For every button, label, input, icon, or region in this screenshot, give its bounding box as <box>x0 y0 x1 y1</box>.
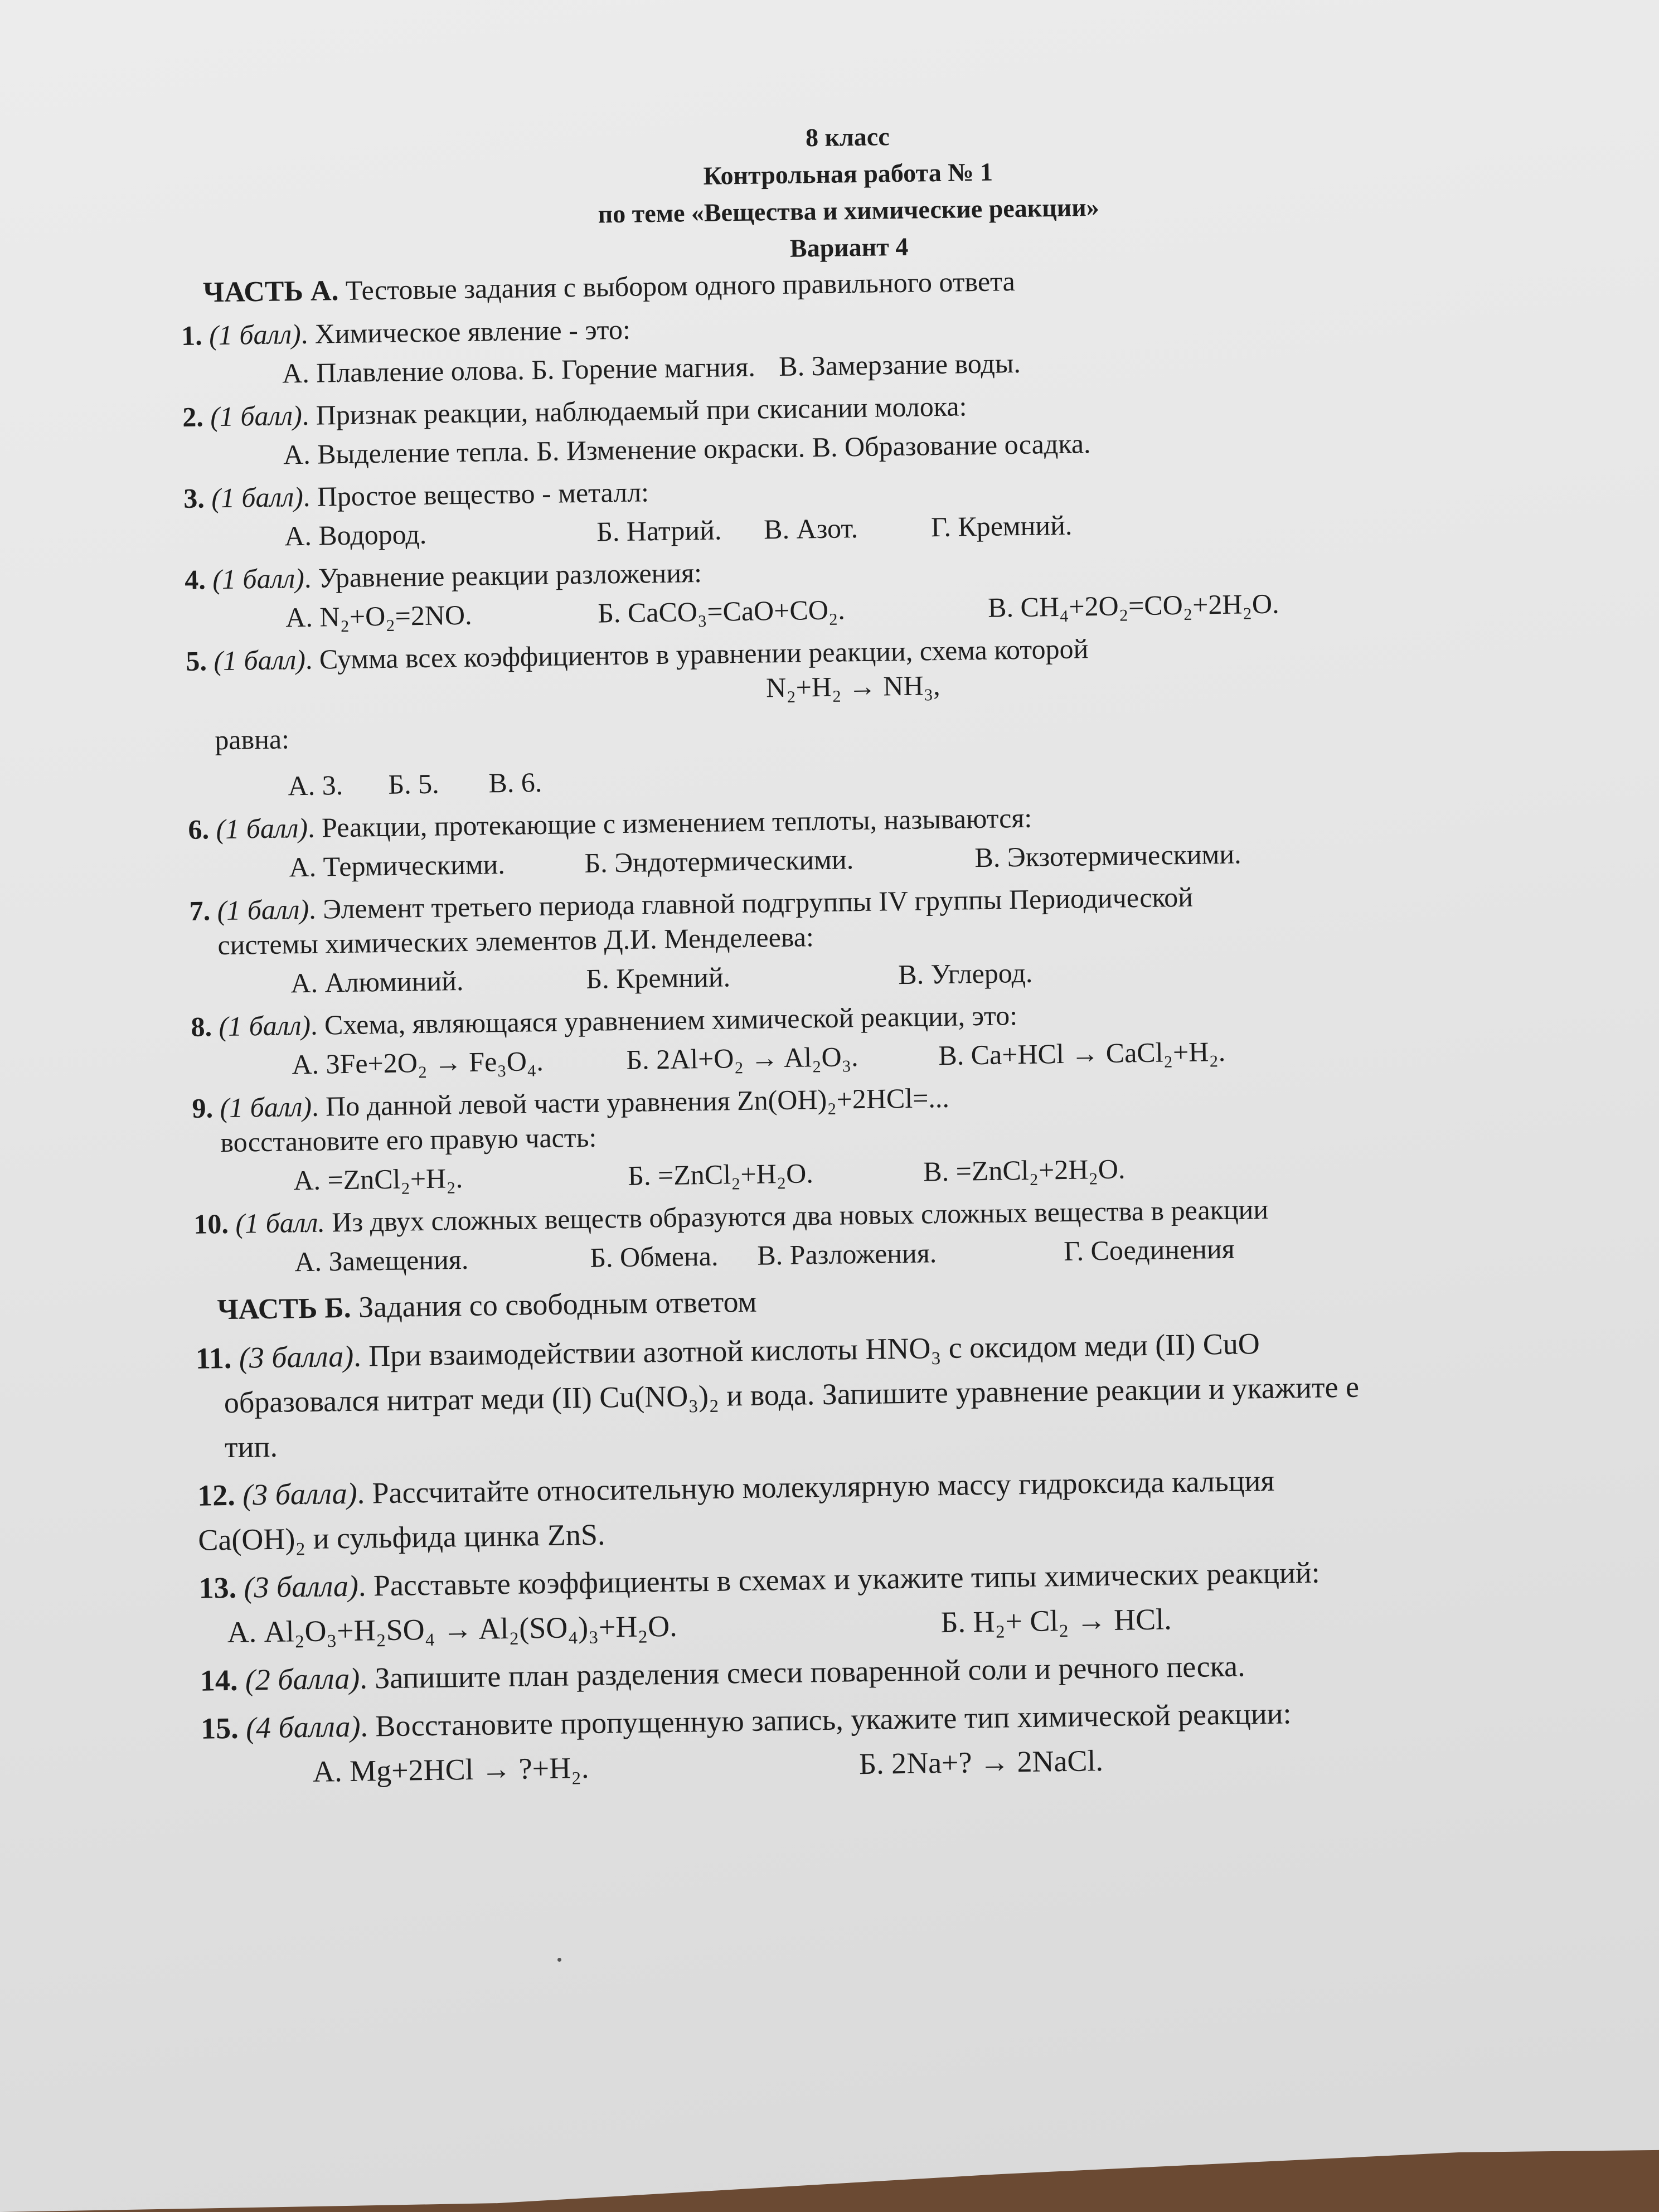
question-points: (1 балл. <box>235 1206 326 1239</box>
variant: Вариант 4 <box>789 232 909 263</box>
question-number: 11. <box>195 1341 232 1375</box>
question-number: 10. <box>193 1207 229 1240</box>
question-points: (1 балл) <box>212 562 305 595</box>
question-9-continuation: восстановите его правую часть: <box>220 1121 597 1158</box>
question-points: (1 балл) <box>208 318 302 351</box>
option-b: Б. Горение магния. <box>531 351 756 386</box>
option-c: В. 6. <box>488 767 542 799</box>
question-points: (1 балл) <box>217 893 309 926</box>
option-b: Б. Обмена. <box>589 1240 719 1273</box>
option-a: А. Замещения. <box>294 1243 469 1278</box>
question-text: . Реакции, протекающие с изменением теплоты, называются: <box>307 802 1032 843</box>
option-a: А. 3Fe+2O₂ → Fe₃O₄. <box>292 1045 544 1080</box>
question-number: 8. <box>191 1011 212 1042</box>
option-a: А. 3. <box>288 769 343 802</box>
question-points: (1 балл) <box>213 643 306 677</box>
option-b: Б. 2Al+O₂ → Al₂O₃. <box>626 1041 858 1075</box>
option-a: А. =ZnCl₂+H₂. <box>293 1162 463 1196</box>
question-text: . Признак реакции, наблюдаемый при скисании молока: <box>302 390 967 431</box>
question-12-continuation: Ca(OH)₂ и сульфида цинка ZnS. <box>197 1517 605 1557</box>
question-text: . Восстановите пропущенную запись, укажите тип химической реакции: <box>360 1696 1292 1743</box>
option-b: Б. Натрий. <box>596 514 722 547</box>
question-text: . Элемент третьего периода главной подгруппы IV группы Периодической <box>308 881 1194 925</box>
question-text: . Расставьте коэффициенты в схемах и укажите типы химических реакций: <box>358 1555 1321 1603</box>
question-text: . Сумма всех коэффициентов в уравнении реакции, схема которой <box>305 633 1089 675</box>
grade: 8 класс <box>805 122 890 152</box>
question-points: (1 балл) <box>220 1090 312 1124</box>
question-number: 14. <box>200 1663 238 1697</box>
option-b: Б. 2Na+? → 2NaCl. <box>858 1744 1104 1781</box>
question-points: (3 балла) <box>242 1476 358 1512</box>
question-text: . Уравнение реакции разложения: <box>304 556 702 594</box>
part-b-subtitle: Задания со свободным ответом <box>358 1284 758 1324</box>
option-c: В. Экзотермическими. <box>974 838 1241 874</box>
question-number: 2. <box>182 401 204 433</box>
question-number: 9. <box>192 1092 214 1124</box>
worksheet-title: Контрольная работа № 1 <box>703 157 993 190</box>
option-c: В. Азот. <box>763 512 858 545</box>
option-b: Б. Эндотермическими. <box>584 843 854 879</box>
question-11-continuation-2: тип. <box>224 1429 278 1464</box>
option-c: В. Разложения. <box>756 1237 937 1271</box>
question-points: (3 балла) <box>244 1569 359 1604</box>
question-text: . Схема, являющаяся уравнением химической реакции, это: <box>310 1000 1018 1041</box>
option-a: А. Алюминий. <box>290 965 464 999</box>
question-number: 7. <box>189 895 211 926</box>
question-number: 1. <box>181 319 203 351</box>
question-points: (3 балла) <box>239 1339 354 1375</box>
option-b: Б. =ZnCl₂+H₂O. <box>627 1157 814 1191</box>
ink-dot <box>557 1958 561 1962</box>
option-b: Б. Кремний. <box>585 961 731 995</box>
question-number: 15. <box>200 1711 239 1745</box>
reaction-scheme: N₂+H₂ → NH₃, <box>765 670 940 704</box>
option-b: Б. H₂+ Cl₂ → HCl. <box>940 1602 1172 1639</box>
option-c: В. CH₄+2O₂=CO₂+2H₂O. <box>987 588 1279 623</box>
question-text: Из двух сложных веществ образуются два новых сложных вещества в реакции <box>324 1193 1269 1238</box>
option-c: В. Замерзание воды. <box>778 347 1021 382</box>
option-c: В. Углерод. <box>898 957 1033 991</box>
option-a: А. Плавление олова. <box>282 354 525 389</box>
question-text: . Простое вещество - металл: <box>303 476 649 512</box>
question-number: 12. <box>197 1478 236 1512</box>
worksheet-topic: по теме «Вещества и химические реакции» <box>598 192 1100 229</box>
option-c: В. Ca+HCl → CaCl₂+H₂. <box>938 1035 1226 1071</box>
option-c: В. Образование осадка. <box>812 428 1091 463</box>
question-number: 13. <box>198 1570 237 1605</box>
question-points: (1 балл) <box>211 481 304 514</box>
option-b: Б. CaCO₃=CaO+CO₂. <box>597 594 846 629</box>
option-a: А. Водород. <box>284 518 427 552</box>
option-c: В. =ZnCl₂+2H₂O. <box>923 1153 1126 1187</box>
question-number: 5. <box>185 645 207 677</box>
question-points: (4 балла) <box>245 1709 361 1745</box>
option-a: А. N₂+O₂=2NO. <box>285 599 472 633</box>
option-d: Г. Соединения <box>1063 1233 1235 1267</box>
question-points: (1 балл) <box>210 399 303 433</box>
option-d: Г. Кремний. <box>930 509 1073 543</box>
question-text: . По данной левой части уравнения Zn(OH)₂+2HCl=... <box>311 1081 950 1122</box>
question-5-options <box>288 751 1559 803</box>
question-text: . Запишите план разделения смеси поваренной соли и речного песка. <box>359 1649 1245 1695</box>
question-points: (1 балл) <box>219 1009 311 1042</box>
part-b-label: ЧАСТЬ Б. <box>217 1292 352 1326</box>
question-number: 4. <box>184 564 206 595</box>
part-a-label: ЧАСТЬ А. <box>202 275 339 309</box>
question-number: 6. <box>188 813 210 845</box>
question-text: . При взаимодействии азотной кислоты HNO₃ с оксидом меди (II) CuO <box>353 1327 1260 1373</box>
option-a: А. Al₂O₃+H₂SO₄ → Al₂(SO₄)₃+H₂O. <box>227 1609 678 1650</box>
question-7-continuation: системы химических элементов Д.И. Менделеева: <box>217 921 814 961</box>
question-text: . Химическое явление - это: <box>300 313 631 350</box>
part-a-subtitle: Тестовые задания с выбором одного правильного ответа <box>345 265 1016 306</box>
option-b: Б. Изменение окраски. <box>536 431 806 467</box>
question-11-continuation: образовался нитрат меди (II) Cu(NO₃)₂ и вода. Запишите уравнение реакции и укажите е <box>224 1370 1360 1420</box>
option-a: А. Mg+2HCl → ?+H₂. <box>312 1751 589 1788</box>
question-number: 3. <box>183 482 205 514</box>
option-a: А. Термическими. <box>289 848 506 883</box>
option-b: Б. 5. <box>388 768 440 800</box>
question-text: . Рассчитайте относительную молекулярную массу гидроксида кальция <box>357 1463 1275 1510</box>
option-a: А. Выделение тепла. <box>283 435 530 470</box>
question-points: (1 балл) <box>216 812 308 845</box>
question-points: (2 балла) <box>245 1661 360 1697</box>
worksheet <box>178 109 1573 1796</box>
question-5-continuation: равна: <box>214 723 290 756</box>
